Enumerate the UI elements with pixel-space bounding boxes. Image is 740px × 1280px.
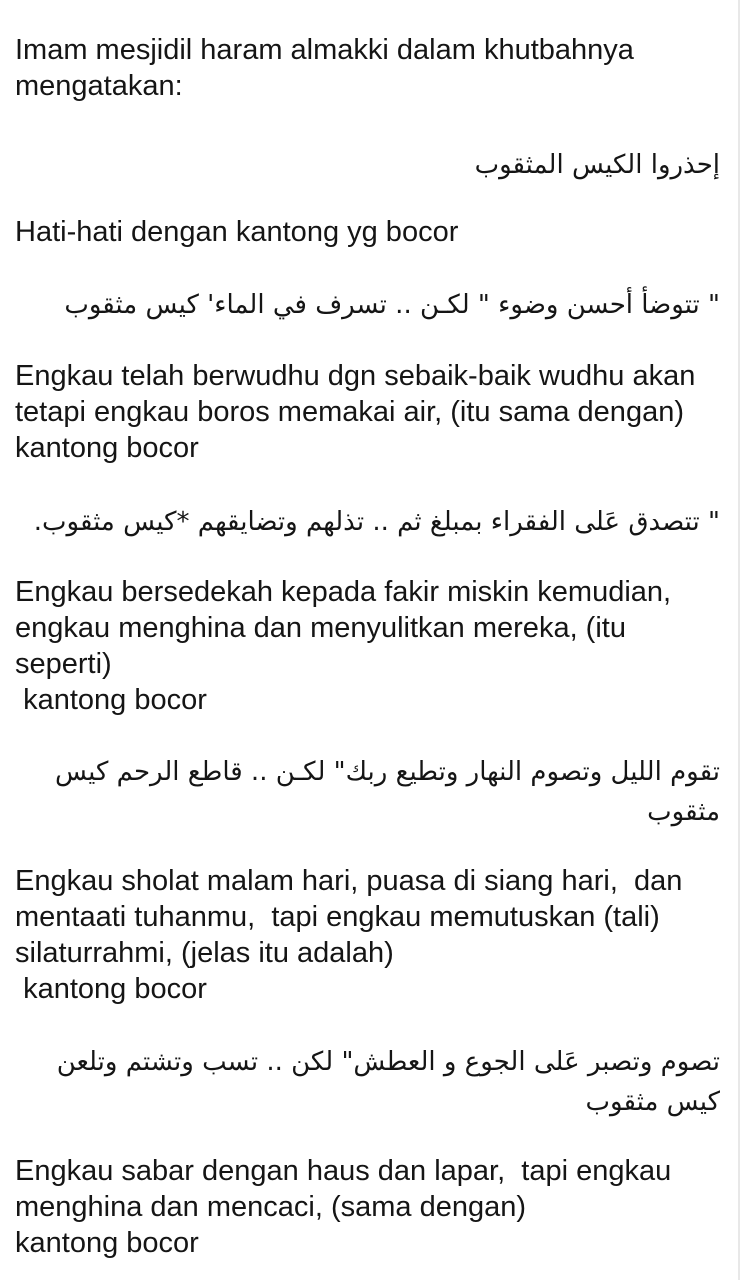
arabic-verse-1: " تتوضأ أحسن وضوء " لكـن .. تسرف في الماء' كيس مثقوب xyxy=(64,290,720,320)
translation-3: Engkau sholat malam hari, puasa di siang hari, dan mentaati tuhanmu, tapi engkau memutuskan (tali) silaturrahmi, (jelas itu adalah) kantong bocor xyxy=(15,865,683,1005)
arabic-verse-4: تصوم وتصبر عَلى الجوع و العطش" لكن .. تسب وتشتم وتلعن كيس مثقوب xyxy=(56,1047,720,1117)
translation-4: Engkau sabar dengan haus dan lapar, tapi engkau menghina dan mencaci, (sama dengan) kantong bocor xyxy=(15,1155,672,1259)
intro-paragraph: Imam mesjidil haram almakki dalam khutbahnya mengatakan: xyxy=(15,34,642,102)
arabic-title: إحذروا الكيس المثقوب xyxy=(474,150,720,180)
translation-2: Engkau bersedekah kepada fakir miskin kemudian, engkau menghina dan menyulitkan mereka, (itu seperti) kantong bocor xyxy=(15,576,672,716)
arabic-verse-3: تقوم الليل وتصوم النهار وتطيع ربك" لكـن .. قاطع الرحم كيس مثقوب xyxy=(55,757,720,827)
translation-1: Engkau telah berwudhu dgn sebaik-baik wudhu akan tetapi engkau boros memakai air, (itu sama dengan) kantong bocor xyxy=(15,360,704,464)
arabic-verse-2: " تتصدق عَلى الفقراء بمبلغ ثم .. تذلهم وتضايقهم *كيس مثقوب. xyxy=(33,507,720,537)
title-translation: Hati-hati dengan kantong yg bocor xyxy=(15,216,459,248)
